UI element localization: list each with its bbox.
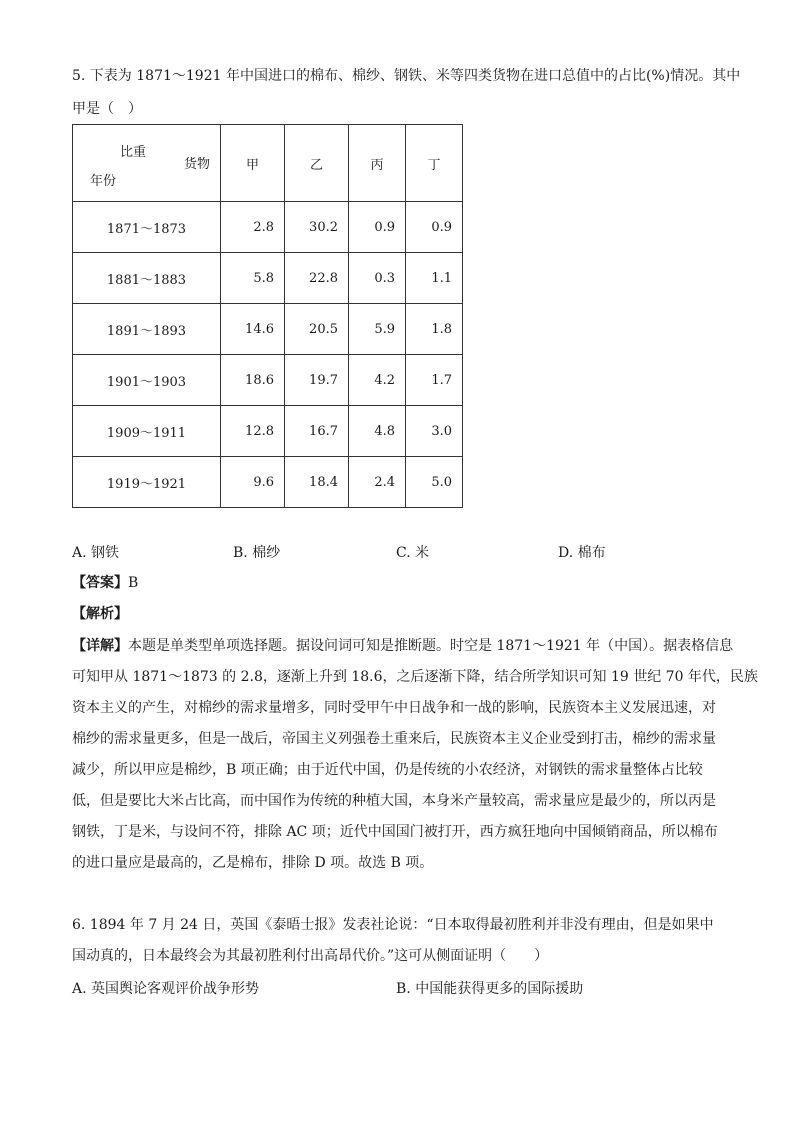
cell-yi: 22.8 bbox=[285, 253, 349, 304]
table-row bbox=[73, 355, 463, 406]
cell-ding: 3.0 bbox=[406, 406, 463, 457]
column-header-bing: 丙 bbox=[349, 125, 406, 202]
analysis-label: 【解析】 bbox=[72, 606, 128, 622]
q5-stem-line2: 甲是（ ） bbox=[72, 101, 142, 117]
row-period: 1871～1873 bbox=[73, 202, 221, 253]
detail-line bbox=[72, 636, 733, 656]
table-row bbox=[73, 406, 463, 457]
detail-line: 可知甲从 1871～1873 的 2.8，逐渐上升到 18.6，之后逐渐下降，结合所学知识可知 19 世纪 70 年代，民族 bbox=[72, 669, 758, 685]
row-period: 1919～1921 bbox=[73, 457, 221, 508]
detail-line: 的进口量应是最高的，乙是棉布，排除 D 项。故选 B 项。 bbox=[72, 855, 434, 871]
detail-text: 本题是单类型单项选择题。据设问词可知是推断题。时空是 1871～1921 年（中国）。据表格信息 bbox=[128, 638, 734, 654]
q5-data-table bbox=[72, 124, 463, 508]
table-row bbox=[73, 457, 463, 508]
cell-ding: 1.1 bbox=[406, 253, 463, 304]
answer-line bbox=[72, 573, 138, 593]
cell-bing: 2.4 bbox=[349, 457, 406, 508]
detail-line: 资本主义的产生，对棉纱的需求量增多，同时受甲午中日战争和一战的影响，民族资本主义发展迅速，对 bbox=[72, 700, 716, 716]
cell-bing: 0.9 bbox=[349, 202, 406, 253]
cell-jia: 18.6 bbox=[221, 355, 285, 406]
cell-bing: 0.3 bbox=[349, 253, 406, 304]
detail-line: 钢铁，丁是米，与设问不符，排除 AC 项；近代中国国门被打开，西方疯狂地向中国倾销商品，所以棉布 bbox=[72, 824, 718, 840]
cell-ding: 1.8 bbox=[406, 304, 463, 355]
cell-ding: 0.9 bbox=[406, 202, 463, 253]
cell-jia: 2.8 bbox=[221, 202, 285, 253]
header-year-label: 年份 bbox=[90, 174, 117, 189]
cell-ding: 5.0 bbox=[406, 457, 463, 508]
column-header-yi: 乙 bbox=[285, 125, 349, 202]
cell-yi: 19.7 bbox=[285, 355, 349, 406]
q6-option-b: B. 中国能获得更多的国际援助 bbox=[396, 981, 584, 997]
table-row bbox=[73, 253, 463, 304]
analysis-line bbox=[72, 604, 128, 624]
table-row bbox=[73, 202, 463, 253]
row-period: 1881～1883 bbox=[73, 253, 221, 304]
header-goods-label: 货物 bbox=[183, 157, 210, 172]
cell-yi: 16.7 bbox=[285, 406, 349, 457]
detail-line: 减少，所以甲应是棉纱，B 项正确；由于近代中国，仍是传统的小农经济，对钢铁的需求量整体占比较 bbox=[72, 762, 703, 778]
row-period: 1909～1911 bbox=[73, 406, 221, 457]
cell-jia: 12.8 bbox=[221, 406, 285, 457]
cell-bing: 5.9 bbox=[349, 304, 406, 355]
q6-stem-line1: 6. 1894 年 7 月 24 日，英国《泰晤士报》发表社论说：“日本取得最初胜利并非没有理由，但是如果中 bbox=[72, 917, 714, 933]
row-period: 1901～1903 bbox=[73, 355, 221, 406]
answer-value: B bbox=[128, 575, 139, 591]
cell-bing: 4.8 bbox=[349, 406, 406, 457]
table-row bbox=[73, 304, 463, 355]
cell-jia: 5.8 bbox=[221, 253, 285, 304]
detail-label: 【详解】 bbox=[72, 638, 128, 654]
cell-ding: 1.7 bbox=[406, 355, 463, 406]
column-header-ding: 丁 bbox=[406, 125, 463, 202]
row-period: 1891～1893 bbox=[73, 304, 221, 355]
cell-yi: 20.5 bbox=[285, 304, 349, 355]
cell-jia: 9.6 bbox=[221, 457, 285, 508]
cell-jia: 14.6 bbox=[221, 304, 285, 355]
q5-option-d: D. 棉布 bbox=[558, 545, 606, 561]
detail-line: 棉纱的需求量更多，但是一战后，帝国主义列强卷土重来后，民族资本主义企业受到打击，棉纱的需求量 bbox=[72, 731, 716, 747]
detail-line: 低，但是要比大米占比高，而中国作为传统的种植大国，本身米产量较高，需求量应是最少的，所以丙是 bbox=[72, 793, 716, 809]
q6-option-a: A. 英国舆论客观评价战争形势 bbox=[72, 981, 260, 997]
table-header-row bbox=[73, 125, 463, 202]
q5-option-c: C. 米 bbox=[396, 545, 430, 561]
q5-stem-line1: 5. 下表为 1871～1921 年中国进口的棉布、棉纱、钢铁、米等四类货物在进口总值中的占比(%)情况。其中 bbox=[72, 68, 741, 84]
cell-bing: 4.2 bbox=[349, 355, 406, 406]
header-weight-label: 比重 bbox=[120, 145, 147, 160]
q5-option-a: A. 钢铁 bbox=[72, 545, 120, 561]
answer-label: 【答案】 bbox=[72, 575, 128, 591]
cell-yi: 30.2 bbox=[285, 202, 349, 253]
table-header-diagonal-cell bbox=[73, 125, 221, 202]
cell-yi: 18.4 bbox=[285, 457, 349, 508]
q6-stem-line2: 国动真的，日本最终会为其最初胜利付出高昂代价。”这可从侧面证明（ ） bbox=[72, 948, 549, 964]
column-header-jia: 甲 bbox=[221, 125, 285, 202]
q5-option-b: B. 棉纱 bbox=[233, 545, 281, 561]
